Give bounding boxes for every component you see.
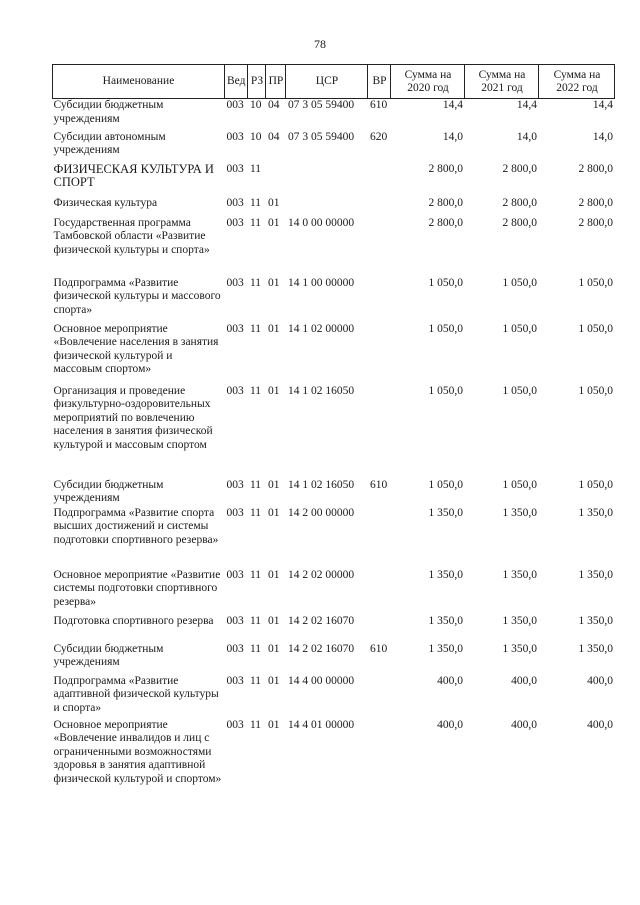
row-name: Субсидии бюджетным учреждениям [53,642,164,668]
row-sum-2020: 1 050,0 [428,384,463,397]
row-vr [368,323,391,385]
table-row [53,277,615,323]
row-csr: 14 2 02 00000 [287,568,355,581]
row-csr [286,163,368,197]
row-vr [368,163,391,197]
row-sum-2020: 1 350,0 [428,506,463,519]
row-sum-2020: 14,0 [442,130,463,143]
row-ved: 003 [226,322,244,335]
row-name: Основное мероприятие «Вовлечение населения в занятия физической культурой и массовым спортом» [53,322,219,375]
row-sum-2021: 14,0 [516,130,537,143]
row-sum-2022: 1 050,0 [578,322,613,335]
row-pr: 01 [267,196,280,209]
row-sum-2020: 1 050,0 [428,478,463,491]
row-rz: 11 [249,478,262,491]
row-sum-2021: 1 050,0 [502,322,537,335]
row-sum-2020: 1 350,0 [428,642,463,655]
row-pr: 01 [267,642,280,655]
table-row [53,323,615,385]
row-sum-2021: 2 800,0 [502,162,537,175]
row-csr [286,197,368,217]
row-sum-2022: 1 050,0 [578,384,613,397]
row-rz: 11 [249,216,262,229]
row-sum-2022: 14,4 [592,99,613,111]
row-vr [368,569,391,615]
row-rz: 11 [249,384,262,397]
row-name: Основное мероприятие «Вовлечение инвалидов и лиц с ограниченными возможностями здоровья в занятия адаптивной физической культурой и спортом» [53,718,222,785]
row-name: Субсидии автономным учреждениям [53,130,166,156]
row-sum-2022: 2 800,0 [578,216,613,229]
table-row [53,479,615,507]
row-name: Субсидии бюджетным учреждениям [53,478,164,504]
row-ved: 003 [226,130,244,143]
row-sum-2022: 400,0 [587,718,613,731]
row-sum-2022: 1 050,0 [578,276,613,289]
row-name: Подпрограмма «Развитие физической культуры и массового спорта» [53,276,221,316]
row-vr [368,615,391,643]
row-sum-2021: 400,0 [511,674,537,687]
row-pr: 01 [267,322,280,335]
table-header-row [53,65,615,99]
row-name: Основное мероприятие «Развитие системы подготовки спортивного резерва» [53,568,221,608]
row-pr: 01 [267,674,280,687]
row-sum-2021: 1 050,0 [502,478,537,491]
row-rz: 11 [249,718,262,731]
row-name: Подпрограмма «Развитие спорта высших достижений и системы подготовки спортивного резерва» [53,506,219,546]
header-sum-2021: Сумма на 2021 год [465,65,539,99]
row-vr: 610 [369,478,388,491]
row-sum-2022: 14,0 [592,130,613,143]
row-csr: 14 2 02 16070 [287,614,355,627]
row-vr [368,277,391,323]
table-row [53,569,615,615]
header-csr: ЦСР [286,65,368,99]
row-csr: 07 3 05 59400 [287,130,355,143]
table-row [53,163,615,197]
row-sum-2021: 400,0 [511,718,537,731]
row-rz: 11 [249,162,262,175]
row-pr: 01 [267,506,280,519]
row-ved: 003 [226,276,244,289]
row-sum-2021: 1 350,0 [502,568,537,581]
row-sum-2020: 1 050,0 [428,276,463,289]
row-ved: 003 [226,506,244,519]
row-name: Подпрограмма «Развитие адаптивной физической культуры и спорта» [53,674,219,714]
row-name: ФИЗИЧЕСКАЯ КУЛЬТУРА И СПОРТ [53,161,214,189]
row-csr: 14 1 02 16050 [287,478,355,491]
row-csr: 14 1 02 00000 [287,322,355,335]
row-vr: 610 [369,99,388,111]
row-ved: 003 [226,99,244,111]
row-rz: 10 [249,130,262,143]
row-rz: 11 [249,614,262,627]
row-vr [368,507,391,569]
row-vr [368,385,391,479]
row-ved: 003 [226,568,244,581]
row-pr [266,163,286,197]
row-vr [368,217,391,277]
row-sum-2021: 2 800,0 [502,216,537,229]
row-rz: 11 [249,196,262,209]
row-sum-2021: 1 050,0 [502,384,537,397]
row-ved: 003 [226,216,244,229]
header-pr: ПР [266,65,286,99]
row-sum-2020: 2 800,0 [428,196,463,209]
row-rz: 11 [249,642,262,655]
row-vr: 620 [369,130,388,143]
table-row [53,217,615,277]
row-sum-2021: 14,4 [516,99,537,111]
row-csr: 14 4 00 00000 [287,674,355,687]
row-ved: 003 [226,718,244,731]
row-csr: 14 4 01 00000 [287,718,355,731]
row-rz: 11 [249,568,262,581]
row-sum-2022: 2 800,0 [578,162,613,175]
row-name: Субсидии бюджетным учреждениям [53,99,164,125]
row-sum-2021: 1 350,0 [502,506,537,519]
row-rz: 11 [249,674,262,687]
row-ved: 003 [226,162,244,175]
row-vr: 610 [369,642,388,655]
budget-table [52,64,615,831]
row-vr [368,197,391,217]
row-pr: 04 [267,99,280,111]
row-vr [368,675,391,719]
row-rz: 10 [249,99,262,111]
header-ved: Вед [225,65,248,99]
row-sum-2022: 1 350,0 [578,506,613,519]
table-row [53,615,615,643]
header-sum-2020: Сумма на 2020 год [391,65,465,99]
row-pr: 01 [267,276,280,289]
row-csr: 07 3 05 59400 [287,99,355,111]
row-ved: 003 [226,384,244,397]
row-name: Физическая культура [53,196,158,209]
row-ved: 003 [226,196,244,209]
row-ved: 003 [226,614,244,627]
row-sum-2020: 1 350,0 [428,614,463,627]
row-sum-2022: 400,0 [587,674,613,687]
row-sum-2020: 14,4 [442,99,463,111]
page-number: 78 [314,37,326,51]
header-vr: ВР [368,65,391,99]
table-row [53,643,615,675]
row-sum-2020: 1 050,0 [428,322,463,335]
row-pr: 01 [267,568,280,581]
row-pr: 01 [267,718,280,731]
row-sum-2020: 400,0 [437,718,463,731]
row-sum-2022: 2 800,0 [578,196,613,209]
row-sum-2022: 1 050,0 [578,478,613,491]
row-ved: 003 [226,674,244,687]
table-row [53,719,615,831]
row-pr: 01 [267,478,280,491]
row-sum-2020: 2 800,0 [428,216,463,229]
row-csr: 14 1 00 00000 [287,276,355,289]
table-body [53,99,615,831]
row-pr: 01 [267,384,280,397]
table-row [53,675,615,719]
row-pr: 04 [267,130,280,143]
row-rz: 11 [249,506,262,519]
row-csr: 14 1 02 16050 [287,384,355,397]
row-rz: 11 [249,322,262,335]
table-row [53,385,615,479]
header-sum-2022: Сумма на 2022 год [539,65,615,99]
table-row [53,99,615,131]
row-sum-2020: 1 350,0 [428,568,463,581]
row-pr: 01 [267,216,280,229]
row-sum-2021: 1 350,0 [502,614,537,627]
row-sum-2021: 2 800,0 [502,196,537,209]
row-ved: 003 [226,642,244,655]
row-csr: 14 2 02 16070 [287,642,355,655]
row-vr [368,719,391,831]
row-sum-2022: 1 350,0 [578,614,613,627]
row-ved: 003 [226,478,244,491]
row-sum-2022: 1 350,0 [578,568,613,581]
table-row [53,131,615,163]
row-sum-2021: 1 350,0 [502,642,537,655]
row-sum-2020: 400,0 [437,674,463,687]
row-sum-2022: 1 350,0 [578,642,613,655]
row-name: Подготовка спортивного резерва [53,614,214,627]
row-sum-2020: 2 800,0 [428,162,463,175]
row-csr: 14 0 00 00000 [287,216,355,229]
row-name: Государственная программа Тамбовской области «Развитие физической культуры и спорта» [53,216,210,256]
row-sum-2021: 1 050,0 [502,276,537,289]
table-row [53,507,615,569]
row-pr: 01 [267,614,280,627]
row-name: Организация и проведение физкультурно-оздоровительных мероприятий по вовлечению населения в занятия физической культурой и массовым спортом [53,384,213,451]
header-rz: РЗ [248,65,266,99]
row-csr: 14 2 00 00000 [287,506,355,519]
header-name: Наименование [53,65,225,99]
row-rz: 11 [249,276,262,289]
table-row [53,197,615,217]
